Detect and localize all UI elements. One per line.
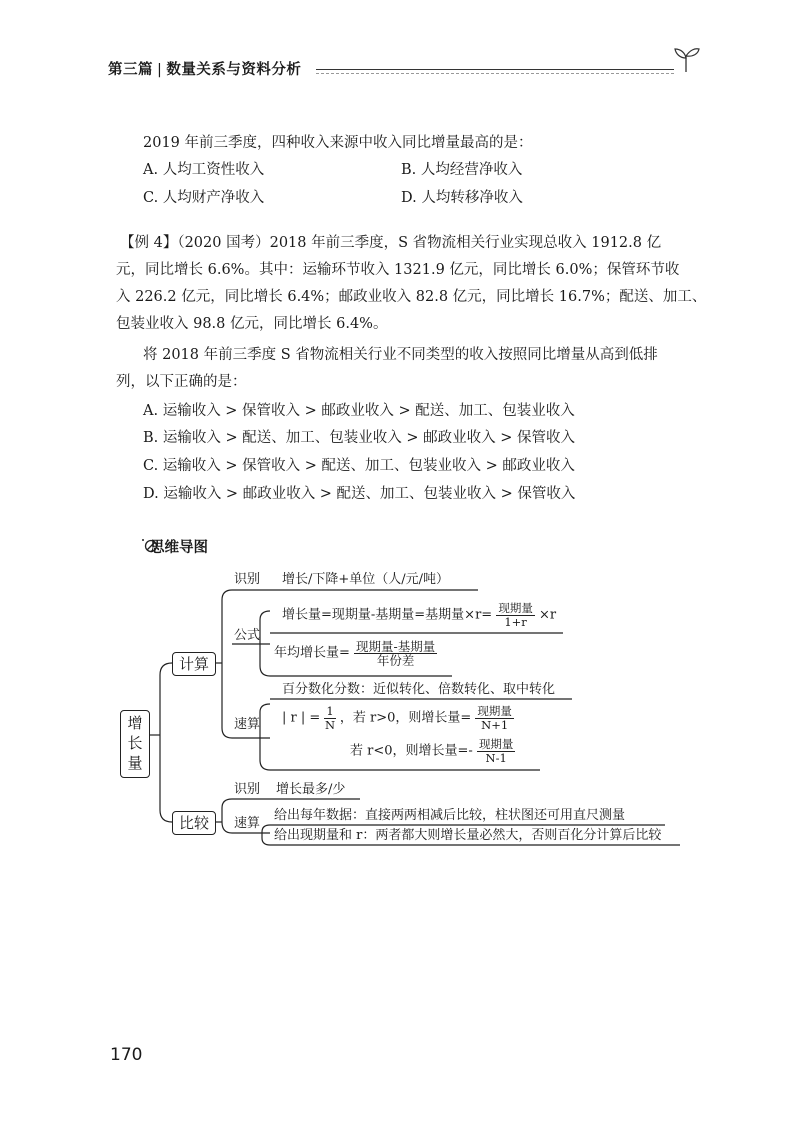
formula-lhs: 年均增长量= [274, 645, 350, 661]
formula-tail: ×r [538, 607, 557, 623]
root-node [120, 710, 150, 778]
formula-label: 公式 [234, 628, 261, 643]
example-line: 【例 4】（2020 国考）2018 年前三季度，S 省物流相关行业实现总收入 1912.8 亿 [120, 235, 662, 251]
rate-formula-pos [282, 705, 514, 732]
formula-mid: ，若 r>0，则增长量= [339, 710, 472, 726]
running-header: 第三篇 | 数量关系与资料分析 [108, 62, 302, 78]
part-label: 第三篇 [108, 62, 153, 78]
numerator: 现期量 [498, 601, 533, 615]
denominator: 年份差 [376, 653, 415, 668]
compare-fast-label: 速算 [234, 816, 261, 831]
option-b: B. 运输收入 > 配送、加工、包装业收入 > 邮政业收入 > 保管收入 [143, 430, 575, 446]
option-d: D. 运输收入 > 邮政业收入 > 配送、加工、包装业收入 > 保管收入 [143, 486, 576, 502]
fast-calc-label: 速算 [234, 717, 261, 732]
option-b: B. 人均经营净收入 [401, 162, 523, 178]
option-a: A. 运输收入 > 保管收入 > 邮政业收入 > 配送、加工、包装业收入 [143, 403, 575, 419]
compare-recog-label: 识别 [234, 782, 261, 797]
fraction [496, 602, 535, 629]
numerator: 现期量 [478, 737, 514, 751]
question-line: 将 2018 年前三季度 S 省物流相关行业不同类型的收入按照同比增量从高到低排 [143, 347, 658, 363]
fraction [475, 705, 514, 732]
growth-formula [282, 602, 556, 629]
example-line: 入 226.2 亿元，同比增长 6.4%；邮政业收入 82.8 亿元，同比增长 16.7%；配送、加工、 [116, 289, 707, 305]
option-c: C. 人均财产净收入 [143, 190, 265, 206]
option-d: D. 人均转移净收入 [401, 190, 523, 206]
question-stem: 2019 年前三季度，四种收入来源中收入同比增量最高的是： [143, 135, 533, 151]
compare-recog-text: 增长最多/少 [276, 782, 346, 797]
example-line: 元，同比增长 6.6%。其中：运输环节收入 1321.9 亿元，同比增长 6.0%；保管环节收 [116, 262, 680, 278]
denominator: N-1 [485, 751, 507, 765]
formula-lhs: 增长量=现期量-基期量=基期量×r= [282, 607, 493, 623]
numerator: 现期量-基期量 [356, 639, 436, 654]
compare-node: 比较 [172, 811, 216, 835]
fraction [477, 738, 516, 765]
compare-fast-2: 给出现期量和 r：两者都大则增长量必然大，否则百化分计算后比较 [274, 828, 662, 843]
compare-fast-1: 给出每年数据：直接两两相减后比较，柱状图还可用直尺测量 [274, 808, 626, 823]
denominator: N [325, 718, 336, 732]
denominator: 1+r [504, 615, 527, 629]
numerator: 1 [326, 704, 334, 718]
option-a: A. 人均工资性收入 [143, 162, 265, 178]
fraction [354, 640, 437, 667]
option-c: C. 运输收入 > 保管收入 > 配送、加工、包装业收入 > 邮政业收入 [143, 458, 575, 474]
denominator: N+1 [481, 718, 509, 732]
question-line: 列，以下正确的是： [116, 374, 247, 390]
numerator: 现期量 [477, 704, 512, 718]
formula-lhs: | r | = [282, 710, 321, 726]
example-line: 包装业收入 98.8 亿元，同比增长 6.4%。 [116, 316, 388, 332]
fraction [324, 705, 335, 732]
fast-calc-text: 百分数化分数：近似转化、倍数转化、取中转化 [282, 682, 556, 697]
annual-growth-formula [274, 640, 437, 667]
calc-node: 计算 [172, 652, 216, 676]
chapter-title: 数量关系与资料分析 [166, 62, 302, 78]
page-number: 170 [110, 1045, 143, 1065]
formula-mid: 若 r<0，则增长量=- [350, 743, 473, 759]
mindmap-title: 思维导图 [150, 540, 208, 556]
rate-formula-neg [350, 738, 515, 765]
calc-recog-text: 增长/下降+单位（人/元/吨） [282, 572, 450, 587]
calc-recog-label: 识别 [234, 572, 261, 587]
root-label: 增长量 [127, 714, 143, 772]
